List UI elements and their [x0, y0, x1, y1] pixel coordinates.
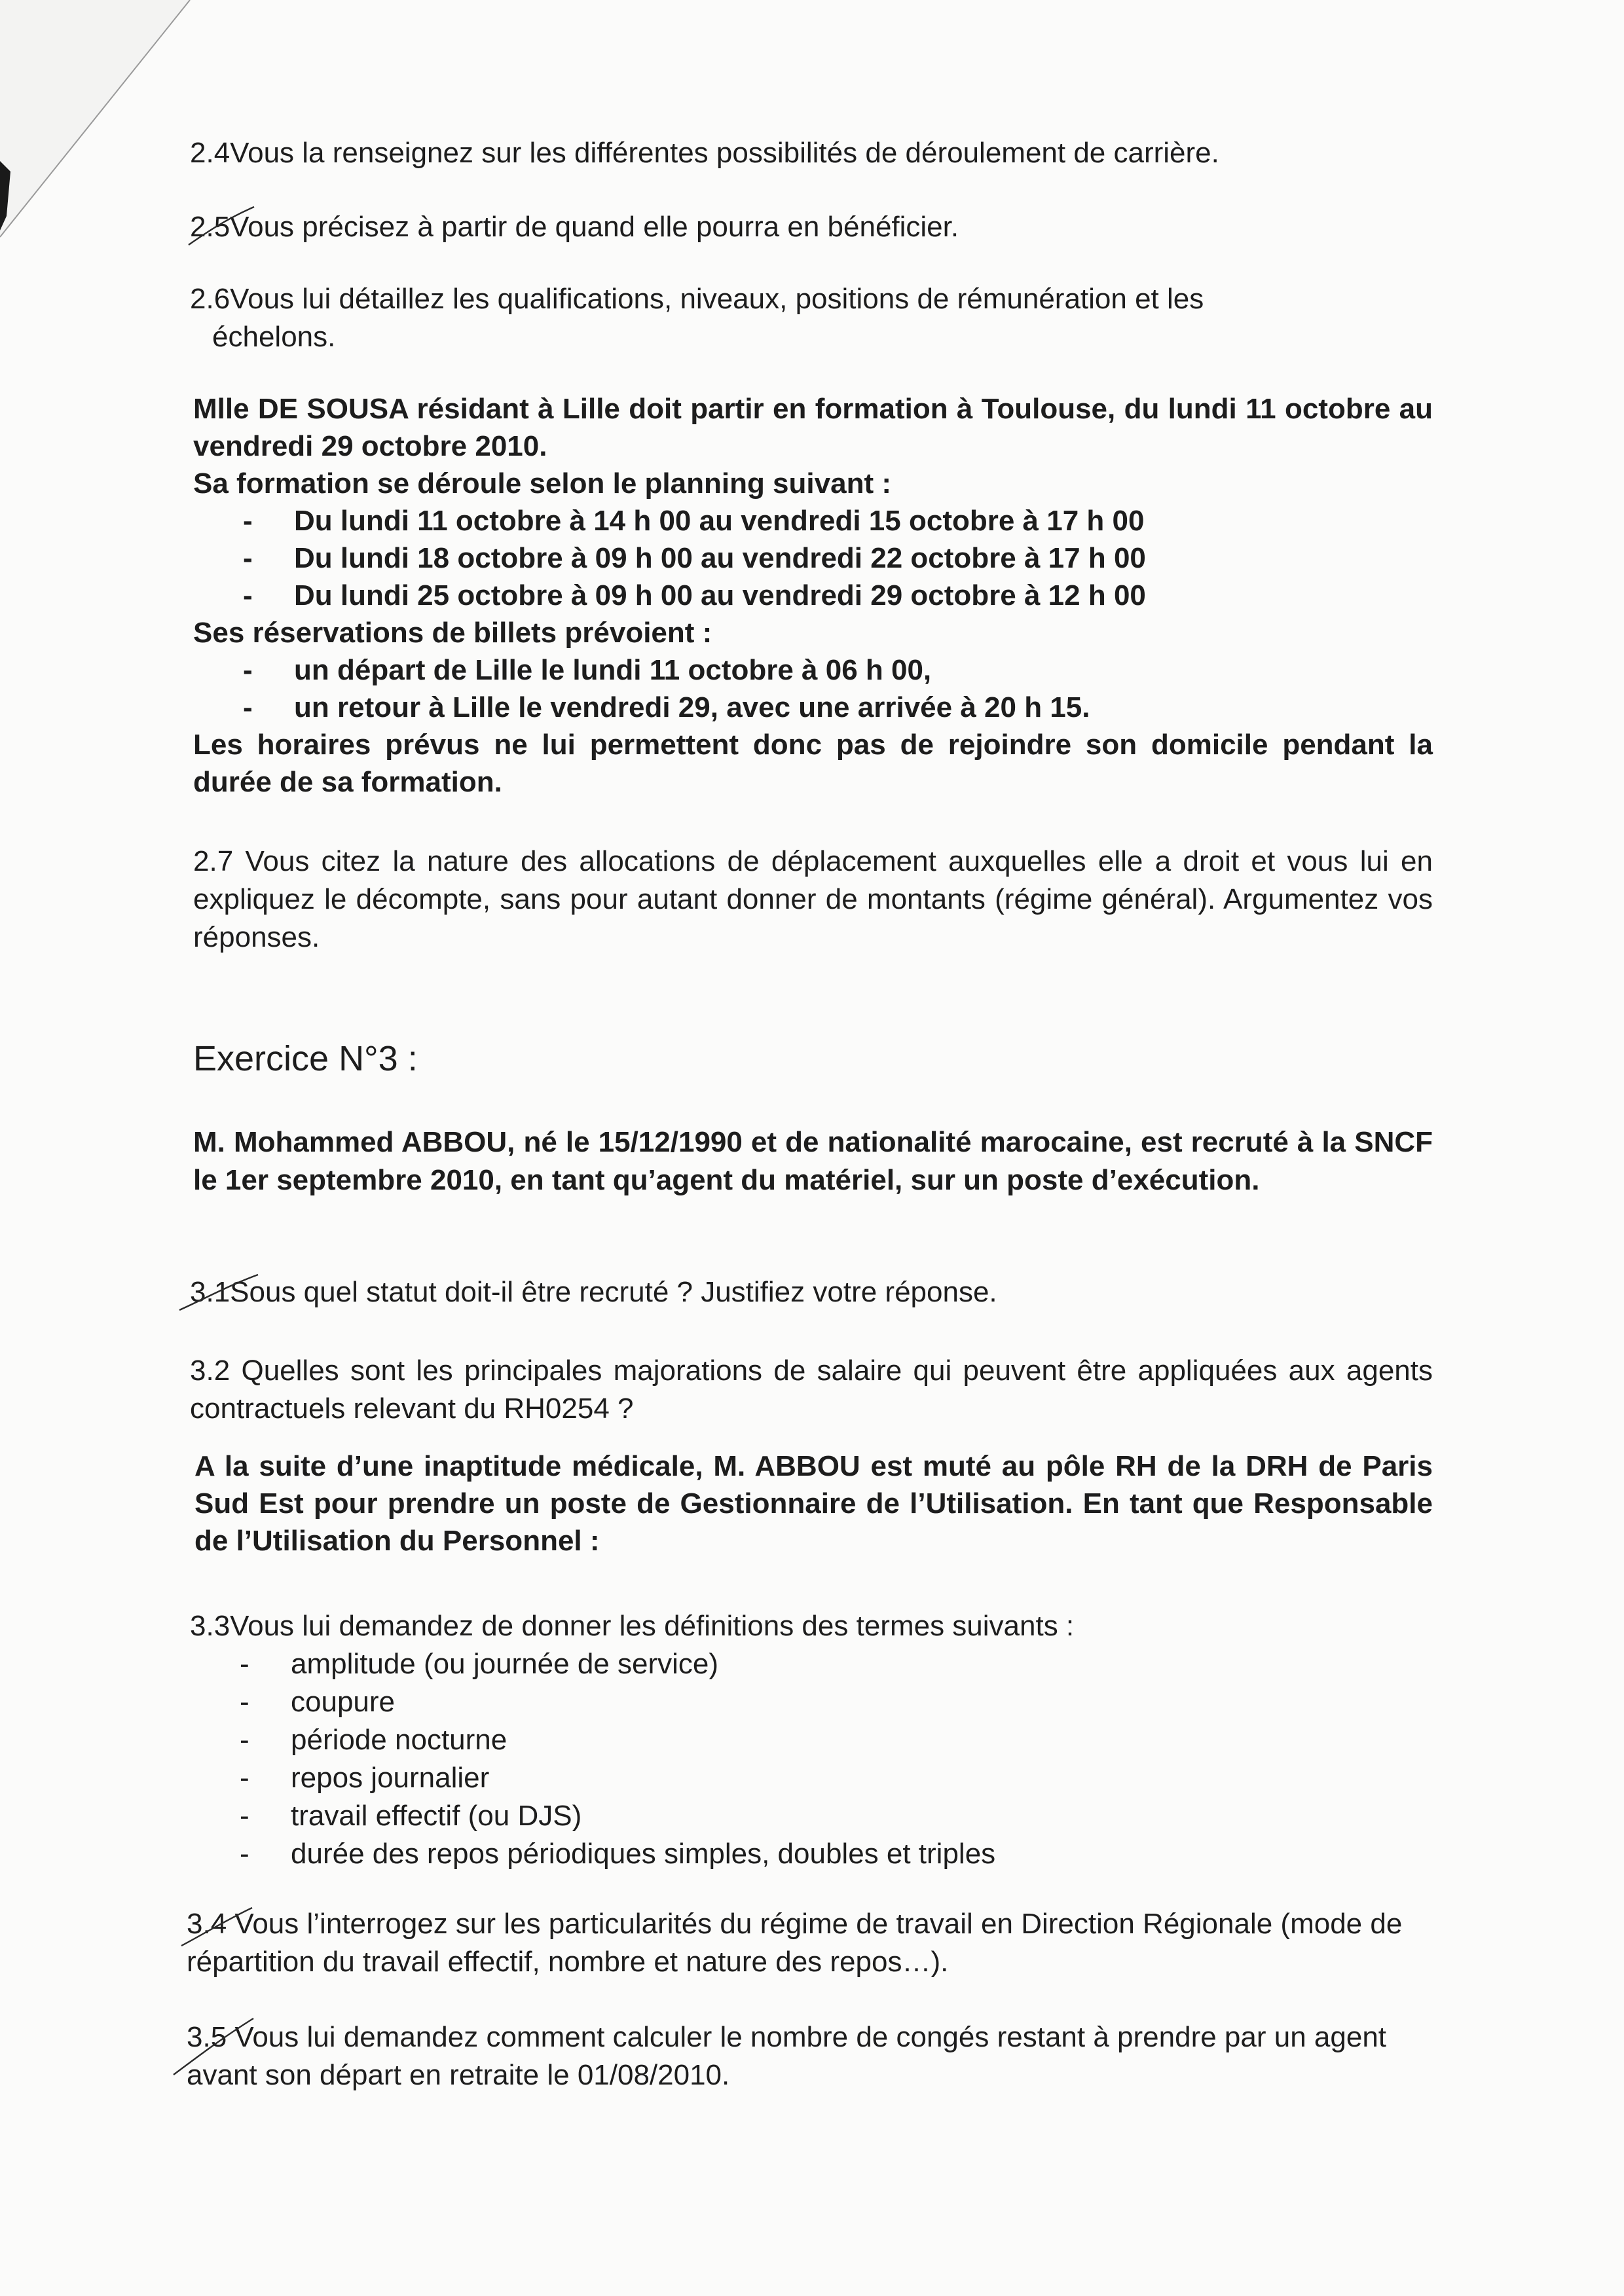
question-number: 3.1	[190, 1276, 231, 1308]
list-item: - amplitude (ou journée de service)	[190, 1645, 1434, 1683]
case-conclusion: Les horaires prévus ne lui permettent donc pas de rejoindre son domicile pendant la durée de sa formation.	[193, 729, 1433, 798]
reservations-list	[193, 651, 1433, 726]
question-number: 2.4	[190, 137, 231, 169]
question-text: Vous l’interrogez sur les particularités du régime de travail en Direction Régionale (mode de répartition du travail effectif, nombre et nature des repos…).	[187, 1908, 1403, 1978]
question-text-continuation: échelons.	[212, 321, 336, 353]
exercise-3-intro: M. Mohammed ABBOU, né le 15/12/1990 et de nationalité marocaine, est recruté à la SNCF le 1er septembre 2010, en tant qu’agent du matériel, sur un poste d’exécution.	[193, 1126, 1433, 1196]
list-item: - un départ de Lille le lundi 11 octobre à 06 h 00,	[193, 651, 1433, 689]
question-number: 2.6	[190, 283, 231, 315]
question-number: 3.5	[187, 2021, 227, 2053]
question-2-4	[190, 134, 1434, 172]
exercise-3-context: A la suite d’une inaptitude médicale, M. ABBOU est muté au pôle RH de la DRH de Paris Sud Est pour prendre un poste de Gestionnaire de l’Utilisation. En tant que Responsable de l’Utilisation du Personnel :	[194, 1450, 1433, 1557]
question-number: 3.4	[187, 1908, 227, 1940]
question-3-2	[190, 1352, 1433, 1428]
question-3-3-line	[190, 1607, 1434, 1645]
question-3-1	[190, 1273, 1434, 1311]
reservations-title: Ses réservations de billets prévoient :	[193, 617, 712, 649]
list-item: - durée des repos périodiques simples, doubles et triples	[190, 1835, 1434, 1873]
case-intro: Mlle DE SOUSA résidant à Lille doit partir en formation à Toulouse, du lundi 11 octobre au vendredi 29 octobre 2010.	[193, 393, 1433, 462]
question-2-5	[190, 208, 1434, 246]
list-item: - coupure	[190, 1683, 1434, 1721]
question-text: Sous quel statut doit-il être recruté ? Justifiez votre réponse.	[230, 1276, 997, 1308]
exercise-3-heading: Exercice N°3 :	[193, 1039, 418, 1078]
question-text: Vous citez la nature des allocations de déplacement auxquelles elle a droit et vous lui en expliquez le décompte, sans pour autant donner de montants (régime général). Argumentez vos réponses.	[193, 845, 1433, 953]
list-item: - repos journalier	[190, 1759, 1434, 1797]
list-item: - Du lundi 18 octobre à 09 h 00 au vendredi 22 octobre à 17 h 00	[193, 539, 1433, 577]
question-2-6	[190, 280, 1431, 318]
question-3-5	[187, 2018, 1437, 2094]
question-number: 2.7	[193, 845, 234, 877]
list-item: - Du lundi 11 octobre à 14 h 00 au vendredi 15 octobre à 17 h 00	[193, 502, 1433, 539]
list-item: - Du lundi 25 octobre à 09 h 00 au vendredi 29 octobre à 12 h 00	[193, 577, 1433, 614]
question-text: Vous lui demandez comment calculer le nombre de congés restant à prendre par un agent avant son départ en retraite le 01/08/2010.	[187, 2021, 1387, 2091]
folded-corner-mark	[0, 0, 196, 242]
question-number: 3.2	[190, 1355, 231, 1387]
question-text: Vous précisez à partir de quand elle pourra en bénéficier.	[230, 211, 959, 243]
question-text: Vous la renseignez sur les différentes possibilités de déroulement de carrière.	[230, 137, 1219, 169]
question-2-7	[193, 843, 1433, 957]
question-text: Vous lui détaillez les qualifications, niveaux, positions de rémunération et les	[230, 283, 1204, 315]
planning-list	[193, 502, 1433, 614]
question-number: 3.3	[190, 1610, 231, 1642]
case-de-sousa	[193, 390, 1433, 801]
question-number: 2.5	[190, 211, 231, 243]
question-3-4	[187, 1905, 1437, 1981]
question-text: Quelles sont les principales majorations de salaire qui peuvent être appliquées aux agents contractuels relevant du RH0254 ?	[190, 1355, 1433, 1425]
planning-title: Sa formation se déroule selon le planning suivant :	[193, 467, 891, 500]
list-item: - travail effectif (ou DJS)	[190, 1797, 1434, 1835]
question-3-3	[190, 1607, 1434, 1873]
terms-list	[190, 1645, 1434, 1873]
question-text: Vous lui demandez de donner les définitions des termes suivants :	[230, 1610, 1075, 1642]
list-item: - un retour à Lille le vendredi 29, avec une arrivée à 20 h 15.	[193, 689, 1433, 726]
question-2-6-continuation	[212, 318, 1391, 356]
list-item: - période nocturne	[190, 1721, 1434, 1759]
